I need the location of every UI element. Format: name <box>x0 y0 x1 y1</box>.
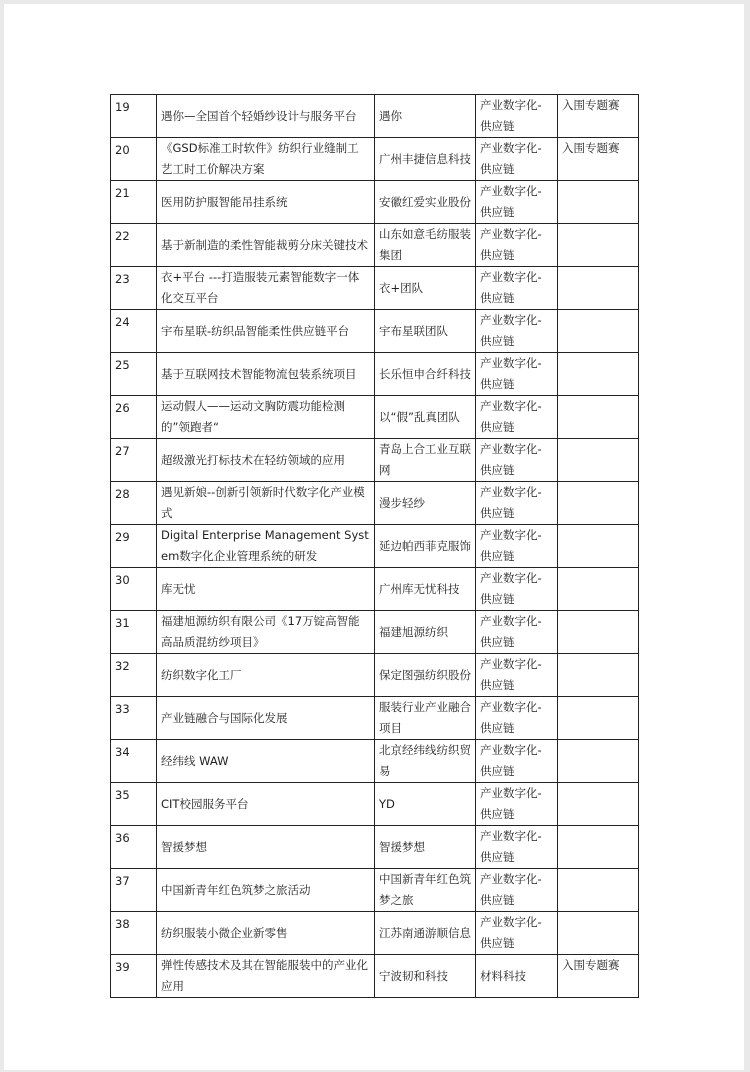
award-status <box>558 783 639 826</box>
project-name <box>157 353 375 396</box>
track-name <box>476 568 558 611</box>
award-status-text: 入围专题赛 <box>562 141 620 155</box>
row-number-text: 29 <box>115 530 130 544</box>
track-name <box>476 525 558 568</box>
project-name-text: 弹性传感技术及其在智能服装中的产业化应用 <box>161 958 368 993</box>
team-name-text: 长乐恒申合纤科技 <box>379 366 471 381</box>
award-status-text: 入围专题赛 <box>562 958 620 972</box>
track-name-text: 产业数字化-供应链 <box>480 571 542 606</box>
project-name <box>157 267 375 310</box>
track-name <box>476 310 558 353</box>
project-name <box>157 826 375 869</box>
team-name-text: 山东如意毛纺服装集团 <box>379 227 471 262</box>
team-name <box>375 869 476 912</box>
project-name <box>157 138 375 181</box>
project-name <box>157 568 375 611</box>
award-status <box>558 869 639 912</box>
award-status <box>558 525 639 568</box>
award-status <box>558 826 639 869</box>
project-name-text: 纺织数字化工厂 <box>161 667 242 682</box>
team-name-text: 漫步轻纱 <box>379 495 425 510</box>
row-number-text: 23 <box>115 272 130 286</box>
table-row <box>111 482 639 525</box>
track-name <box>476 482 558 525</box>
project-name-text: 遇见新娘--创新引领新时代数字化产业模式 <box>161 485 365 520</box>
award-status <box>558 267 639 310</box>
project-name-text: CIT校园服务平台 <box>161 796 249 811</box>
row-number <box>111 267 157 310</box>
project-name-text: 福建旭源纺织有限公司《17万锭高智能高品质混纺纱项目》 <box>161 614 360 649</box>
row-number <box>111 95 157 138</box>
team-name-text: 宇布星联团队 <box>379 323 448 338</box>
award-status <box>558 439 639 482</box>
project-name-text: 中国新青年红色筑梦之旅活动 <box>161 882 311 897</box>
team-name <box>375 138 476 181</box>
project-name-text: 智援梦想 <box>161 839 207 854</box>
team-name-text: 以“假”乱真团队 <box>379 409 460 424</box>
track-name <box>476 955 558 998</box>
team-name-text: 衣+团队 <box>379 280 424 295</box>
project-name-text: 经纬线 WAW <box>161 753 229 768</box>
track-name-text: 产业数字化-供应链 <box>480 829 542 864</box>
row-number <box>111 224 157 267</box>
row-number-text: 35 <box>115 788 130 802</box>
table-row <box>111 955 639 998</box>
track-name <box>476 826 558 869</box>
project-name-text: 库无忧 <box>161 581 196 596</box>
project-name-text: 纺织服装小微企业新零售 <box>161 925 288 940</box>
team-name <box>375 224 476 267</box>
row-number-text: 21 <box>115 186 130 200</box>
track-name-text: 产业数字化-供应链 <box>480 657 542 692</box>
award-status <box>558 95 639 138</box>
project-name-text: 遇你—全国首个轻婚纱设计与服务平台 <box>161 108 357 123</box>
track-name-text: 产业数字化-供应链 <box>480 442 542 477</box>
award-status <box>558 482 639 525</box>
project-name <box>157 310 375 353</box>
track-name-text: 产业数字化-供应链 <box>480 872 542 907</box>
row-number <box>111 396 157 439</box>
team-name <box>375 740 476 783</box>
track-name <box>476 740 558 783</box>
table-row <box>111 267 639 310</box>
project-name <box>157 697 375 740</box>
row-number <box>111 525 157 568</box>
project-name <box>157 482 375 525</box>
team-name-text: 服装行业产业融合项目 <box>379 700 471 735</box>
row-number <box>111 611 157 654</box>
table-row <box>111 568 639 611</box>
project-name-text: 医用防护服智能吊挂系统 <box>161 194 288 209</box>
project-name <box>157 912 375 955</box>
track-name-text: 产业数字化-供应链 <box>480 485 542 520</box>
award-status-text: 入围专题赛 <box>562 98 620 112</box>
team-name-text: 保定图强纺织股份 <box>379 667 471 682</box>
track-name-text: 产业数字化-供应链 <box>480 915 542 950</box>
document-page <box>4 4 744 1070</box>
track-name-text: 产业数字化-供应链 <box>480 98 542 133</box>
row-number-text: 26 <box>115 401 130 415</box>
track-name-text: 材料科技 <box>480 968 526 983</box>
team-name <box>375 95 476 138</box>
award-status <box>558 611 639 654</box>
table-row <box>111 95 639 138</box>
track-name-text: 产业数字化-供应链 <box>480 313 542 348</box>
track-name <box>476 654 558 697</box>
track-name <box>476 181 558 224</box>
track-name-text: 产业数字化-供应链 <box>480 786 542 821</box>
team-name <box>375 439 476 482</box>
team-name <box>375 697 476 740</box>
team-name <box>375 396 476 439</box>
table-row <box>111 525 639 568</box>
award-status <box>558 138 639 181</box>
track-name <box>476 224 558 267</box>
row-number-text: 37 <box>115 874 130 888</box>
team-name-text: 延边帕西菲克服饰 <box>379 538 471 553</box>
team-name-text: 智援梦想 <box>379 839 425 854</box>
team-name <box>375 267 476 310</box>
row-number-text: 38 <box>115 917 130 931</box>
track-name-text: 产业数字化-供应链 <box>480 528 542 563</box>
award-status <box>558 697 639 740</box>
row-number <box>111 783 157 826</box>
row-number-text: 19 <box>115 100 130 114</box>
track-name <box>476 611 558 654</box>
table-row <box>111 783 639 826</box>
row-number <box>111 353 157 396</box>
track-name <box>476 267 558 310</box>
row-number-text: 31 <box>115 616 130 630</box>
project-name <box>157 95 375 138</box>
team-name <box>375 568 476 611</box>
team-name-text: 北京经纬线纺织贸易 <box>379 743 471 778</box>
row-number <box>111 310 157 353</box>
project-name-text: 基于互联网技术智能物流包装系统项目 <box>161 366 357 381</box>
award-status <box>558 181 639 224</box>
team-name <box>375 783 476 826</box>
project-name <box>157 439 375 482</box>
row-number <box>111 912 157 955</box>
project-name <box>157 181 375 224</box>
track-name <box>476 138 558 181</box>
row-number <box>111 869 157 912</box>
table-row <box>111 611 639 654</box>
team-name <box>375 482 476 525</box>
row-number <box>111 740 157 783</box>
table-row <box>111 697 639 740</box>
team-name <box>375 912 476 955</box>
award-status <box>558 955 639 998</box>
track-name-text: 产业数字化-供应链 <box>480 184 542 219</box>
team-name-text: YD <box>379 796 395 811</box>
row-number <box>111 568 157 611</box>
team-name <box>375 826 476 869</box>
track-name <box>476 353 558 396</box>
row-number <box>111 697 157 740</box>
project-name-text: 产业链融合与国际化发展 <box>161 710 288 725</box>
row-number <box>111 439 157 482</box>
track-name-text: 产业数字化-供应链 <box>480 141 542 176</box>
award-status <box>558 654 639 697</box>
row-number <box>111 654 157 697</box>
project-name <box>157 955 375 998</box>
row-number-text: 33 <box>115 702 130 716</box>
row-number-text: 30 <box>115 573 130 587</box>
project-name <box>157 783 375 826</box>
track-name <box>476 697 558 740</box>
award-status <box>558 353 639 396</box>
team-name <box>375 654 476 697</box>
table-row <box>111 310 639 353</box>
table-row <box>111 396 639 439</box>
table-row <box>111 740 639 783</box>
row-number-text: 20 <box>115 143 130 157</box>
project-table-body <box>111 95 639 998</box>
table-row <box>111 138 639 181</box>
team-name-text: 安徽红爱实业股份 <box>379 194 471 209</box>
row-number-text: 25 <box>115 358 130 372</box>
project-name <box>157 740 375 783</box>
track-name-text: 产业数字化-供应链 <box>480 743 542 778</box>
team-name-text: 青岛上合工业互联网 <box>379 442 471 477</box>
team-name <box>375 353 476 396</box>
project-name <box>157 525 375 568</box>
award-status <box>558 912 639 955</box>
table-row <box>111 654 639 697</box>
table-row <box>111 912 639 955</box>
project-name-text: 基于新制造的柔性智能裁剪分床关键技术 <box>161 237 368 252</box>
team-name-text: 宁波韧和科技 <box>379 968 448 983</box>
team-name <box>375 955 476 998</box>
team-name-text: 广州丰捷信息科技 <box>379 151 471 166</box>
award-status <box>558 224 639 267</box>
track-name <box>476 439 558 482</box>
row-number-text: 27 <box>115 444 130 458</box>
row-number <box>111 482 157 525</box>
table-row <box>111 224 639 267</box>
team-name <box>375 611 476 654</box>
row-number-text: 28 <box>115 487 130 501</box>
award-status <box>558 568 639 611</box>
project-name-text: Digital Enterprise Management System数字化企业管理系统的研发 <box>161 528 369 563</box>
table-row <box>111 439 639 482</box>
team-name-text: 广州库无忧科技 <box>379 581 460 596</box>
project-name <box>157 611 375 654</box>
track-name-text: 产业数字化-供应链 <box>480 399 542 434</box>
project-name-text: 《GSD标准工时软件》纺织行业缝制工艺工时工价解决方案 <box>161 141 359 176</box>
project-name <box>157 396 375 439</box>
row-number <box>111 826 157 869</box>
project-name-text: 运动假人——运动文胸防震功能检测的”领跑者“ <box>161 399 345 434</box>
project-name <box>157 654 375 697</box>
award-status <box>558 740 639 783</box>
row-number-text: 36 <box>115 831 130 845</box>
team-name-text: 中国新青年红色筑梦之旅 <box>379 872 471 907</box>
project-name-text: 超级激光打标技术在轻纺领域的应用 <box>161 452 345 467</box>
row-number-text: 32 <box>115 659 130 673</box>
track-name <box>476 869 558 912</box>
team-name-text: 福建旭源纺织 <box>379 624 448 639</box>
team-name <box>375 310 476 353</box>
track-name-text: 产业数字化-供应链 <box>480 356 542 391</box>
table-row <box>111 869 639 912</box>
track-name-text: 产业数字化-供应链 <box>480 700 542 735</box>
project-name <box>157 224 375 267</box>
project-name <box>157 869 375 912</box>
row-number-text: 39 <box>115 960 130 974</box>
project-table <box>110 94 639 998</box>
track-name-text: 产业数字化-供应链 <box>480 614 542 649</box>
team-name-text: 遇你 <box>379 108 402 123</box>
track-name <box>476 396 558 439</box>
track-name <box>476 912 558 955</box>
table-row <box>111 826 639 869</box>
team-name-text: 江苏南通游顺信息 <box>379 925 471 940</box>
project-name-text: 宇布星联-纺织品智能柔性供应链平台 <box>161 323 350 338</box>
project-name-text: 衣+平台 ---打造服装元素智能数字一体化交互平台 <box>161 270 360 305</box>
row-number <box>111 955 157 998</box>
award-status <box>558 396 639 439</box>
table-row <box>111 353 639 396</box>
row-number-text: 34 <box>115 745 130 759</box>
row-number <box>111 138 157 181</box>
row-number <box>111 181 157 224</box>
table-row <box>111 181 639 224</box>
track-name <box>476 95 558 138</box>
track-name-text: 产业数字化-供应链 <box>480 227 542 262</box>
award-status <box>558 310 639 353</box>
row-number-text: 24 <box>115 315 130 329</box>
team-name <box>375 181 476 224</box>
track-name <box>476 783 558 826</box>
row-number-text: 22 <box>115 229 130 243</box>
track-name-text: 产业数字化-供应链 <box>480 270 542 305</box>
team-name <box>375 525 476 568</box>
